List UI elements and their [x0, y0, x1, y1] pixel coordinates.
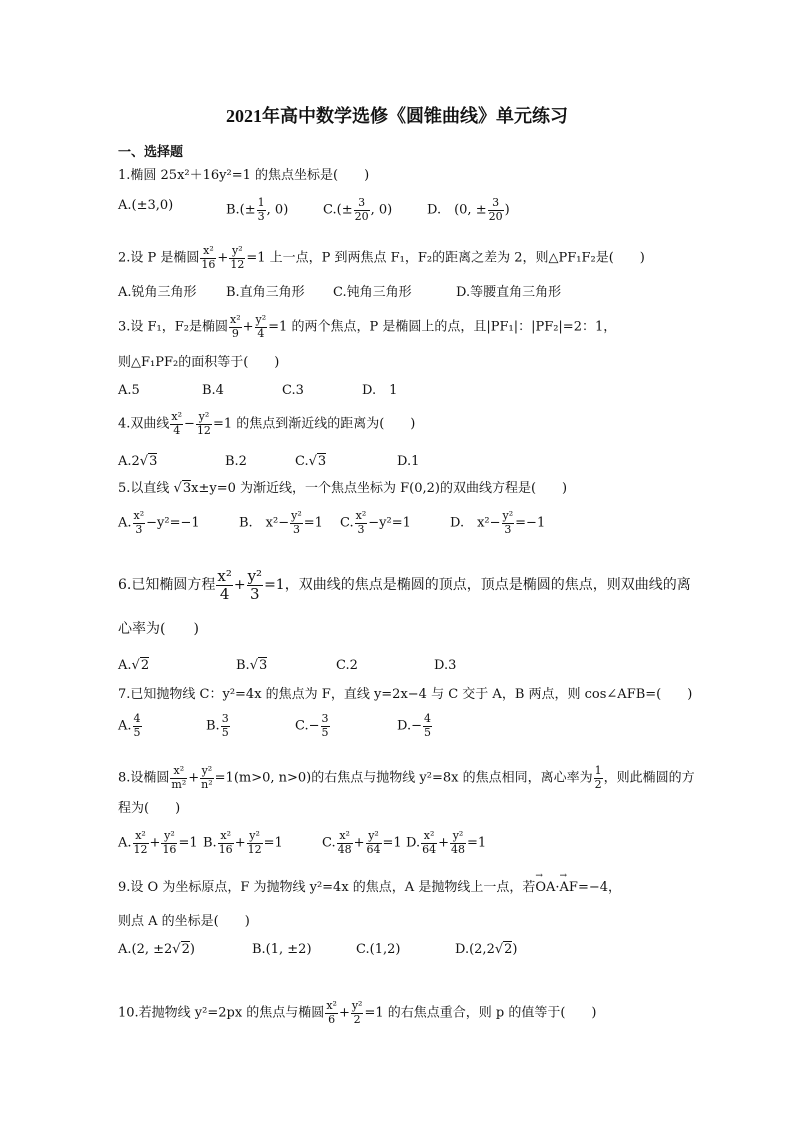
vector-oa: → OA — [535, 881, 555, 894]
q2-option-d: D.等腰直角三角形 — [456, 285, 562, 300]
q7-option-a: A. $\frac{4}{5}$ — [118, 712, 141, 739]
q6-option-b: B.√3 — [236, 658, 268, 673]
q5-option-a: A. $\frac{\text{x²}}{3}$ −y²=−1 — [118, 509, 200, 536]
q3-option-d: D. 1 — [362, 383, 398, 398]
q5-option-d: D. x²− $\frac{\text{y²}}{3}$ =−1 — [450, 509, 546, 536]
q7-option-c: C.− $\frac{3}{5}$ — [295, 712, 329, 739]
q7-option-b: B. $\frac{3}{5}$ — [206, 712, 229, 739]
q4-option-b: B.2 — [225, 454, 247, 469]
q3-option-b: B.4 — [202, 383, 224, 398]
q9-option-b: B.(1, ±2) — [252, 942, 312, 957]
question-3-stem: 3.设 F₁，F₂是椭圆 $\frac{\text{x²}}{9}$ + $\frac{\text{y²}}{4}$ =1 的两个焦点，P 是椭圆上的点，且|PF₁|：|PF₂|=2：1， — [118, 313, 617, 340]
page-title: 2021年高中数学选修《圆锥曲线》单元练习 — [226, 106, 568, 126]
q8-option-a: A. $\frac{\text{x²}}{12}$ + $\frac{\text{y²}}{16}$ =1 — [118, 829, 198, 856]
question-9-line2: 则点 A 的坐标是( ) — [118, 914, 250, 929]
q1-option-a: A.(±3,0) — [118, 198, 174, 213]
q8-option-d: D. $\frac{\text{x²}}{64}$ + $\frac{\text{y²}}{48}$ =1 — [406, 829, 487, 856]
question-9-stem: 9.设 O 为坐标原点，F 为抛物线 y²=4x 的焦点，A 是抛物线上一点，若→ OA·→ AF=−4， — [118, 881, 621, 894]
q4-option-a: A.2√3 — [118, 454, 158, 469]
q7-option-d: D.− $\frac{4}{5}$ — [397, 712, 431, 739]
question-4-stem: 4.双曲线 $\frac{\text{x²}}{4}$ − $\frac{\text{y²}}{12}$ =1 的焦点到渐近线的距离为( ) — [118, 410, 416, 437]
question-2-stem: 2.设 P 是椭圆 $\frac{\text{x²}}{16}$ + $\frac{\text{y²}}{12}$ =1 上一点，P 到两焦点 F₁，F₂的距离之差为 2，则△PF₁F₂是( ) — [118, 244, 645, 271]
q9-option-d: D.(2,2√2) — [455, 942, 518, 957]
question-10-stem: 10.若抛物线 y²=2px 的焦点与椭圆 $\frac{\text{x²}}{6}$ + $\frac{\text{y²}}{2}$ =1 的右焦点重合，则 p 的值等于( ) — [118, 999, 597, 1026]
q5-option-c: C. $\frac{\text{x²}}{3}$ −y²=1 — [340, 509, 411, 536]
q4-option-d: D.1 — [397, 454, 420, 469]
q1-option-b: B.(± $\frac{1}{3}$ , 0) — [226, 196, 289, 223]
q2-option-b: B.直角三角形 — [226, 285, 305, 300]
question-6-line2: 心率为( ) — [118, 621, 199, 637]
q8-option-c: C. $\frac{\text{x²}}{48}$ + $\frac{\text{y²}}{64}$ =1 — [322, 829, 402, 856]
q9-option-a: A.(2, ±2√2) — [118, 942, 195, 957]
q8-option-b: B. $\frac{\text{x²}}{16}$ + $\frac{\text{y²}}{12}$ =1 — [203, 829, 283, 856]
q9-option-c: C.(1,2) — [356, 942, 401, 957]
q2-option-a: A.锐角三角形 — [118, 285, 197, 300]
q5-option-b: B. x²− $\frac{\text{y²}}{3}$ =1 — [239, 509, 323, 536]
q6-option-d: D.3 — [434, 658, 457, 673]
question-7-stem: 7.已知抛物线 C：y²=4x 的焦点为 F，直线 y=2x−4 与 C 交于 A，B 两点，则 cos∠AFB=( ) — [118, 687, 693, 702]
q6-option-c: C.2 — [336, 658, 358, 673]
q1-option-c: C.(± $\frac{3}{20}$ , 0) — [323, 196, 393, 223]
question-1-stem: 1.椭圆 25x²＋16y²=1 的焦点坐标是( ) — [118, 168, 370, 183]
q4-option-c: C.√3 — [295, 454, 327, 469]
section-heading: 一、选择题 — [118, 145, 184, 160]
vector-af: → AF — [560, 881, 578, 894]
q3-option-a: A.5 — [118, 383, 140, 398]
question-3-line2: 则△F₁PF₂的面积等于( ) — [118, 355, 280, 370]
q3-option-c: C.3 — [282, 383, 304, 398]
question-8-line2: 程为( ) — [118, 801, 181, 816]
q6-option-a: A.√2 — [118, 658, 150, 673]
q2-option-c: C.钝角三角形 — [333, 285, 412, 300]
question-6-stem: 6.已知椭圆方程 $\frac{\text{x²}}{4}$ + $\frac{\text{y²}}{3}$ =1，双曲线的焦点是椭圆的顶点，顶点是椭圆的焦点，则双曲线的离 — [118, 567, 691, 603]
question-8-stem: 8.设椭圆 $\frac{\text{x²}}{\text{m²}}$ + $\frac{\text{y²}}{\text{n²}}$ =1(m>0, n>0)的右焦点与抛物线 y²=8x 的焦点相同，离心率为 $\frac{1}{2}$ ，则此椭圆的方 — [118, 764, 695, 791]
question-5-stem: 5.以直线 √3x±y=0 为渐近线，一个焦点坐标为 F(0,2)的双曲线方程是( ) — [118, 481, 568, 496]
q1-option-d: D. (0, ± $\frac{3}{20}$ ) — [427, 196, 510, 223]
